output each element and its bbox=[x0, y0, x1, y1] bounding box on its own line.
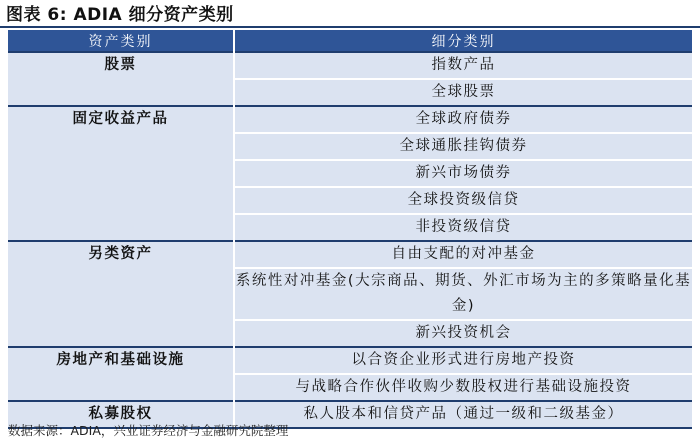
table-header-row bbox=[8, 30, 692, 52]
title-divider bbox=[0, 26, 700, 28]
subcategory-cell: 新兴市场债券 bbox=[234, 160, 692, 187]
table-row bbox=[8, 106, 692, 133]
figure-title: 图表 6: ADIA 细分资产类别 bbox=[6, 5, 234, 25]
subcategory-cell: 系统性对冲基金(大宗商品、期货、外汇市场为主的多策略量化基金) bbox=[234, 268, 692, 320]
table-row bbox=[8, 347, 692, 374]
category-cell: 股票 bbox=[8, 52, 234, 106]
subcategory-cell: 全球股票 bbox=[234, 79, 692, 106]
subcategory-cell: 以合资企业形式进行房地产投资 bbox=[234, 347, 692, 374]
category-cell: 房地产和基础设施 bbox=[8, 347, 234, 401]
header-sub-class: 细分类别 bbox=[234, 30, 692, 52]
subcategory-cell: 与战略合作伙伴收购少数股权进行基础设施投资 bbox=[234, 374, 692, 401]
subcategory-cell: 指数产品 bbox=[234, 52, 692, 79]
category-cell: 另类资产 bbox=[8, 241, 234, 347]
subcategory-cell: 自由支配的对冲基金 bbox=[234, 241, 692, 268]
subcategory-cell: 私人股本和信贷产品（通过一级和二级基金） bbox=[234, 401, 692, 428]
subcategory-cell: 非投资级信贷 bbox=[234, 214, 692, 241]
subcategory-cell: 全球政府债券 bbox=[234, 106, 692, 133]
table-row bbox=[8, 241, 692, 268]
category-cell: 私募股权 bbox=[8, 401, 234, 428]
data-source-note: 数据来源：ADIA，兴业证券经济与金融研究院整理 bbox=[8, 423, 289, 438]
category-cell: 固定收益产品 bbox=[8, 106, 234, 241]
subcategory-cell: 新兴投资机会 bbox=[234, 320, 692, 347]
header-asset-class: 资产类别 bbox=[8, 30, 234, 52]
asset-class-table bbox=[8, 30, 692, 429]
table-row bbox=[8, 52, 692, 79]
subcategory-cell: 全球通胀挂钩债券 bbox=[234, 133, 692, 160]
subcategory-cell: 全球投资级信贷 bbox=[234, 187, 692, 214]
